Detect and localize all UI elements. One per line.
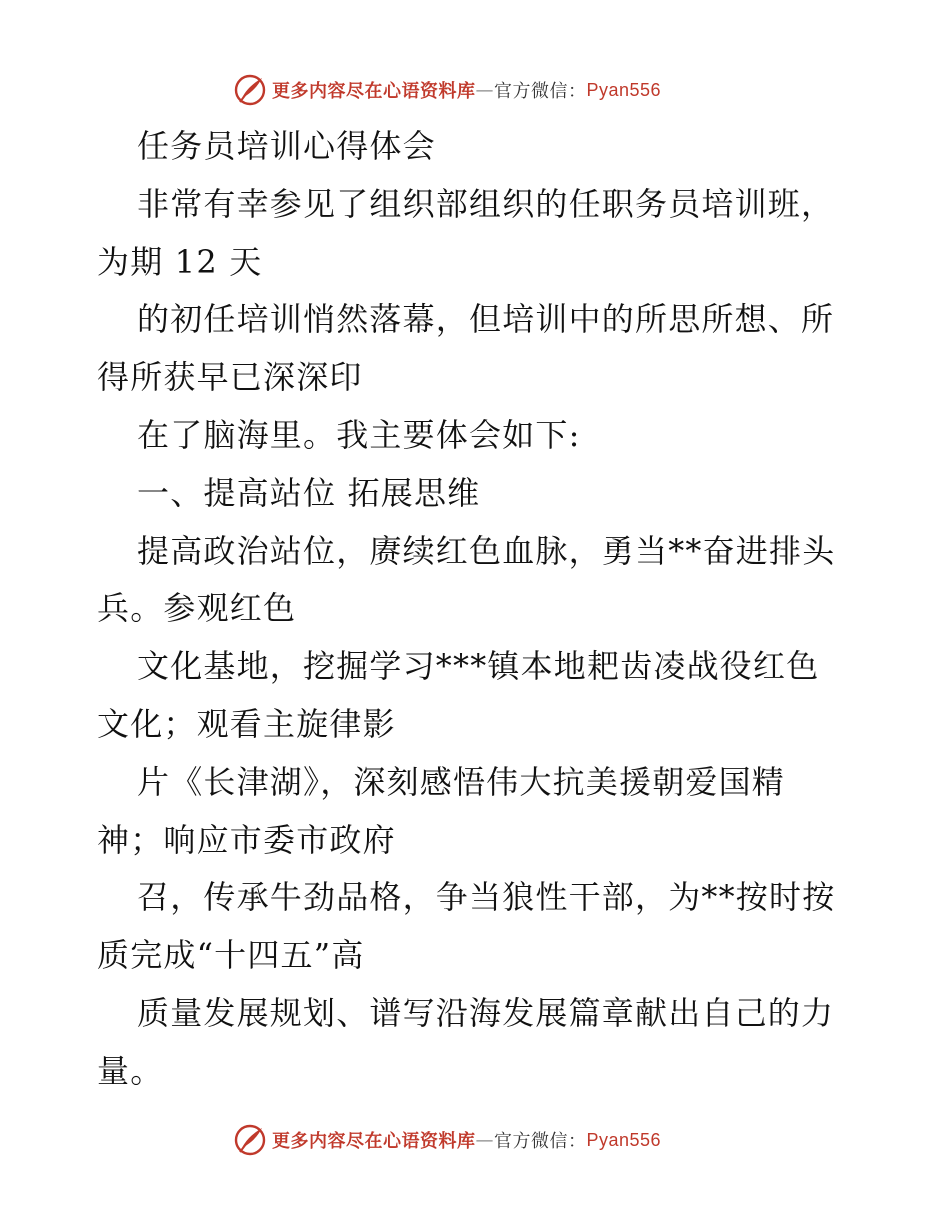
doc-line-text: 片《长津湖》，深刻感悟伟大抗美援朝爱国精 (137, 762, 786, 801)
doc-line (97, 118, 857, 176)
document-body (97, 118, 857, 1101)
doc-line (97, 927, 857, 985)
doc-line-text: 质完成“十四五”高 (97, 936, 365, 975)
watermark-dash: — (475, 79, 494, 101)
watermark-dash: — (475, 1129, 494, 1151)
watermark-main-text: 更多内容尽在心语资料库 (272, 81, 476, 102)
feather-pen-circle-icon (232, 1122, 268, 1158)
doc-line (97, 638, 857, 696)
doc-line-text: 一、提高站位 拓展思维 (137, 473, 481, 512)
doc-line-text: 非常有幸参见了组织部组织的任职务员培训班， (137, 184, 835, 223)
doc-line-text: 文化基地，挖掘学习***镇本地耙齿凌战役红色 (137, 647, 820, 686)
doc-line (97, 869, 857, 927)
feather-pen-circle-icon (232, 72, 268, 108)
doc-line (97, 696, 857, 754)
doc-line (97, 1043, 857, 1101)
doc-line-text: 量。 (97, 1051, 164, 1090)
footer-watermark (232, 1120, 732, 1160)
doc-line (97, 349, 857, 407)
doc-line-text: 为期 12 天 (97, 242, 263, 281)
doc-line-text: 神；响应市委市政府 (97, 820, 396, 859)
doc-line (97, 985, 857, 1043)
doc-line (97, 465, 857, 523)
watermark-sub-text: 官方微信： (494, 1131, 587, 1152)
doc-line-text: 任务员培训心得体会 (137, 127, 436, 165)
doc-line-text: 提高政治站位，赓续红色血脉，勇当**奋进排头 (137, 531, 836, 570)
doc-line-text: 的初任培训悄然落幕，但培训中的所思所想、所 (137, 300, 835, 339)
doc-line-text: 召，传承牛劲品格，争当狼性干部，为**按时按 (137, 878, 836, 917)
doc-line (97, 234, 857, 292)
doc-line-text: 质量发展规划、谱写沿海发展篇章献出自己的力 (137, 993, 835, 1032)
doc-line (97, 580, 857, 638)
doc-line (97, 754, 857, 812)
doc-line-text: 文化；观看主旋律影 (97, 704, 396, 743)
doc-line (97, 407, 857, 465)
doc-line (97, 812, 857, 870)
doc-line (97, 176, 857, 234)
watermark-main-text: 更多内容尽在心语资料库 (272, 1131, 476, 1152)
doc-line (97, 523, 857, 581)
watermark-wechat-id: Pyan556 (586, 1129, 662, 1150)
doc-line-text: 得所获早已深深印 (97, 358, 363, 397)
watermark-sub-text: 官方微信： (494, 81, 587, 102)
doc-line-text: 兵。参观红色 (97, 589, 297, 628)
watermark-wechat-id: Pyan556 (586, 79, 662, 100)
doc-line (97, 291, 857, 349)
header-watermark (232, 70, 732, 110)
doc-line-text: 在了脑海里。我主要体会如下: (137, 415, 581, 454)
